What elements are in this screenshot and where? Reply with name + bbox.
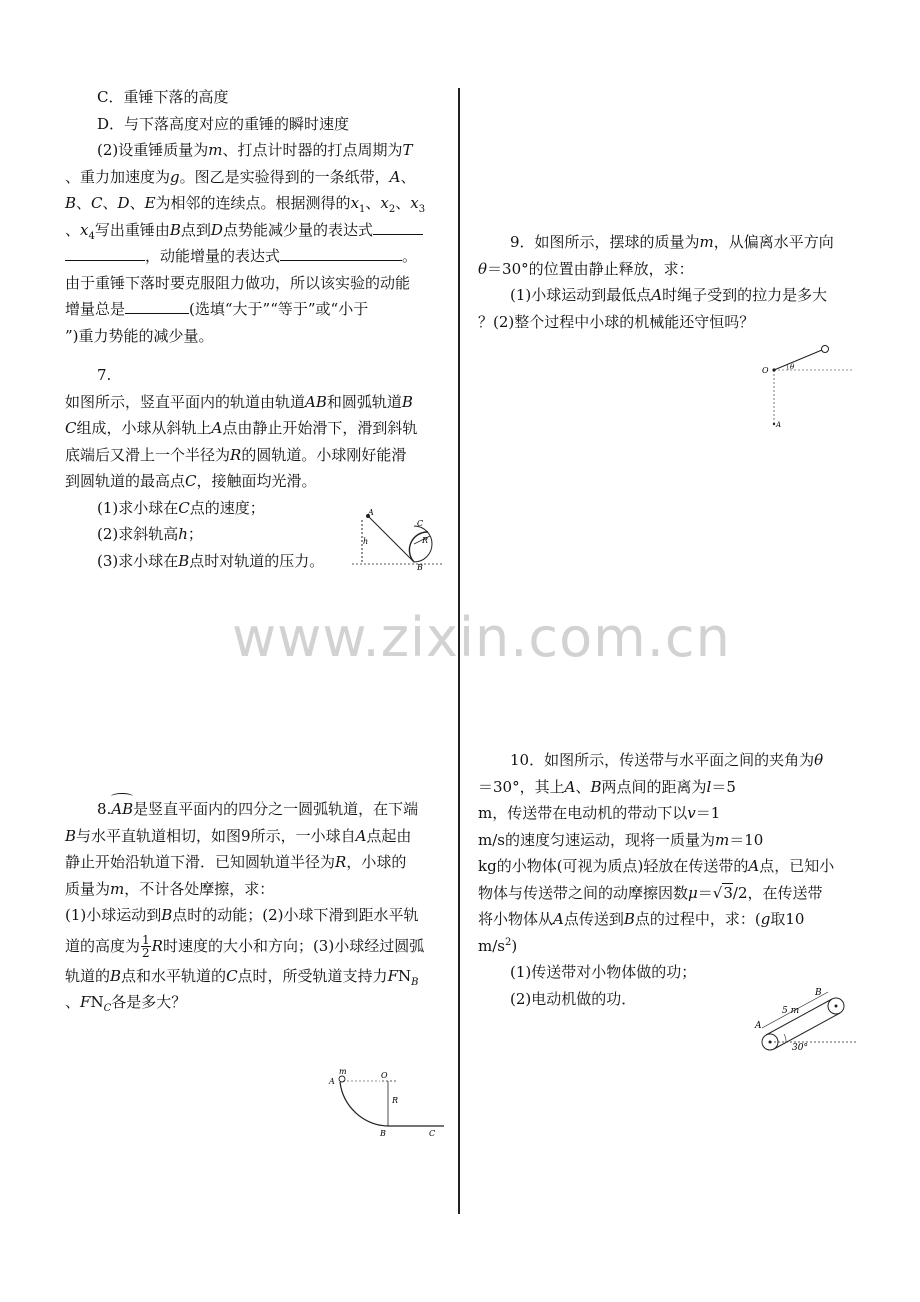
q10-block: [478, 747, 834, 1012]
answer-blank[interactable]: [373, 220, 423, 235]
q6-2-line8: ”)重力势能的减少量。: [65, 326, 214, 345]
q10-sub1: (1)传送带对小物体做的功；: [510, 963, 697, 981]
q8-line3: 静止开始沿轨道下滑．已知圆轨道半径为R，小球的: [65, 853, 407, 871]
answer-blank[interactable]: [65, 246, 145, 261]
q10-line4: m/s的速度匀速运动，现将一质量为m＝10: [478, 830, 764, 849]
q10-line2: ＝30°，其上A、B两点间的距离为l＝5: [478, 777, 736, 796]
fraction-half: $\frac{1}{2}$: [142, 933, 150, 960]
q9-block: [478, 229, 834, 335]
q8-figure: [326, 1068, 446, 1140]
fig7-label-c: C: [417, 519, 424, 528]
fig8-label-a: A: [329, 1077, 335, 1086]
q9-line3: (1)小球运动到最低点A时绳子受到的拉力是多大: [510, 286, 828, 304]
fig10-label-b: B: [815, 988, 822, 998]
fig8-label-m: m: [339, 1067, 347, 1076]
q7-line1: 如图所示，竖直平面内的轨道由轨道AB和圆弧轨道B: [65, 392, 413, 411]
q6-2-line6: 由于重锤下落时要克服阻力做功，所以该实验的动能: [65, 273, 411, 292]
arc-ab: AB: [111, 796, 133, 823]
q7-line4: 到圆轨道的最高点C，接触面均光滑。: [65, 472, 317, 490]
q8-line5: (1)小球运动到B点时的动能；(2)小球下滑到距水平轨: [65, 906, 419, 924]
q6-2-line7: 增量总是 (选填“大于”“等于”或“小于: [65, 300, 369, 318]
q7-sub3: (3)求小球在B点时对轨道的压力。: [97, 551, 325, 570]
q6-2-line1: (2)设重锤质量为m、打点计时器的打点周期为T: [97, 141, 413, 159]
q10-line1: 10．如图所示，传送带与水平面之间的夹角为θ: [510, 751, 824, 769]
fig7-label-b: B: [417, 563, 423, 572]
q10-sub2: (2)电动机做的功．: [510, 989, 637, 1008]
q6-2-line2: 、重力加速度为g。图乙是实验得到的一条纸带，A、: [65, 167, 416, 186]
fig9-label-theta: θ: [790, 363, 795, 371]
q6-2-line3: B、C、D、E为相邻的连续点。根据测得的$x_1$、$x_2$、$x_3$: [65, 194, 426, 215]
fig9-label-o: O: [762, 366, 769, 375]
q9-line4: ？(2)整个过程中小球的机械能还守恒吗？: [478, 312, 755, 331]
q10-line6: 物体与传送带之间的动摩擦因数μ＝√3/2，在传送带: [478, 883, 823, 902]
q8-line4: 质量为m，不计各处摩擦，求：: [65, 879, 275, 898]
fig10-label-angle: 30°: [792, 1043, 808, 1053]
q6-2-line5: ，动能增量的表达式 。: [65, 243, 425, 270]
q7-number: 7.: [97, 366, 112, 384]
fig7-label-a: A: [368, 508, 374, 517]
q8-line2: B与水平直轨道相切，如图9所示，一小球自A点起由: [65, 826, 412, 845]
q8-line6: 道的高度为 $\frac{1}{2}$ R时速度的大小和方向；(3)小球经过圆弧: [65, 933, 425, 960]
q10-line7: 将小物体从A点传送到B点的过程中，求：(g取10: [478, 910, 805, 928]
q7-line2: C组成，小球从斜轨上A点由静止开始滑下，滑到斜轨: [65, 419, 418, 437]
answer-blank[interactable]: [125, 299, 189, 314]
q7-sub2: (2)求斜轨高h；: [97, 525, 203, 543]
q8-block: [65, 796, 424, 1016]
q8-line8: 、$FN_C$各是多大？: [65, 993, 187, 1014]
fig10-label-dist: 5 m: [782, 1006, 800, 1016]
q6-2-line4: 、$x_4$写出重锤由B点到D点势能减少量的表达式: [65, 217, 425, 244]
q9-figure: [760, 340, 856, 432]
fig8-label-b: B: [380, 1129, 386, 1138]
q9-line2: θ＝30°的位置由静止释放，求：: [478, 259, 694, 278]
q10-line8: $m/s^2$): [478, 936, 518, 955]
fig8-label-c: C: [429, 1129, 436, 1138]
option-d: D．与下落高度对应的重锤的瞬时速度: [97, 114, 350, 133]
watermark: www.zixin.com.cn: [232, 606, 731, 669]
q7-line3: 底端后又滑上一个半径为R的圆轨道。小球刚好能滑: [65, 445, 407, 464]
q7-figure: [350, 506, 445, 572]
option-c: C．重锤下落的高度: [97, 88, 229, 106]
q8-line1: 8.AB是竖直平面内的四分之一圆弧轨道，在下端: [65, 796, 424, 823]
q6-block: [65, 84, 425, 349]
q8-line7: 轨道的B点和水平轨道的C点时，所受轨道支持力$FN_B$: [65, 966, 419, 988]
answer-blank[interactable]: [280, 246, 402, 261]
q10-figure: [752, 984, 860, 1056]
fig9-label-a: A: [776, 421, 782, 429]
q10-line3: m，传送带在电动机的带动下以v＝1: [478, 804, 721, 822]
fig7-label-r: R: [422, 536, 429, 545]
q9-line1: 9．如图所示，摆球的质量为m，从偏离水平方向: [510, 233, 834, 251]
fig10-label-a: A: [755, 1021, 762, 1031]
fig7-label-h: h: [363, 537, 369, 546]
q10-line5: kg的小物体(可视为质点)轻放在传送带的A点，已知小: [478, 857, 835, 875]
fig8-label-r: R: [392, 1096, 399, 1105]
q7-sub1: (1)求小球在C点的速度；: [97, 498, 265, 517]
fig8-label-o: O: [381, 1071, 388, 1080]
